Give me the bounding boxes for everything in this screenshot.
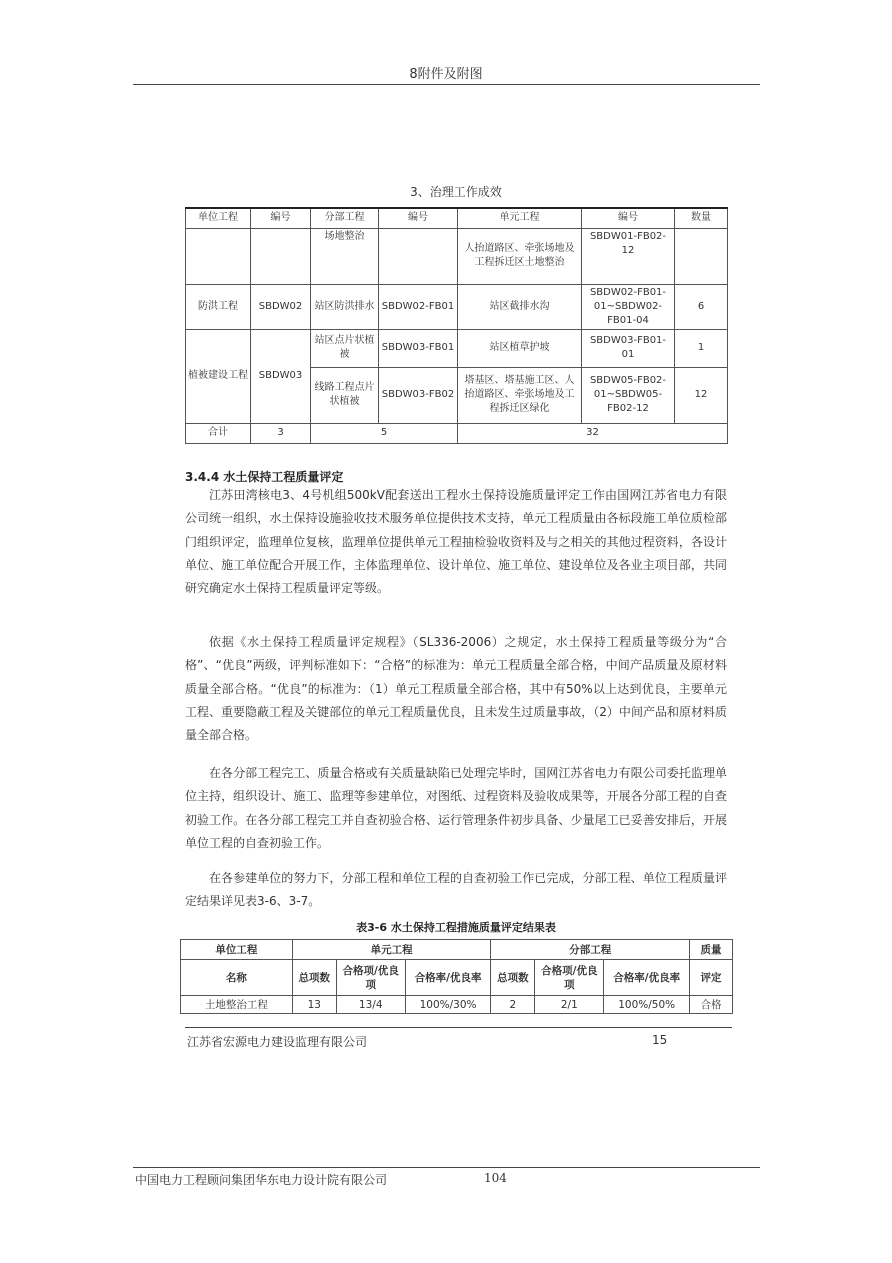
header-cell: 合格率/优良率 xyxy=(405,960,491,996)
cell-pass2: 2/1 xyxy=(535,996,604,1014)
cell-num: 6 xyxy=(675,284,728,329)
table-row xyxy=(186,228,728,284)
section-title: 3.4.4 水土保持工程质量评定 xyxy=(185,470,344,484)
table-total-row xyxy=(186,423,728,443)
cell-fbcode: SBDW03-FB01 xyxy=(379,329,458,367)
cell-dwcode: SBDW03 xyxy=(251,329,311,423)
cell-rate2: 100%/50% xyxy=(604,996,690,1014)
cell-fb: 站区点片状植被 xyxy=(311,329,379,367)
table-header-row xyxy=(186,208,728,228)
header-cell: 合格项/优良项 xyxy=(535,960,604,996)
cell-unit: 塔基区、塔基施工区、人抬道路区、牵张场地及工程拆迁区绿化 xyxy=(458,367,582,423)
header-cell: 单元工程 xyxy=(292,940,491,960)
header-cell: 编号 xyxy=(379,208,458,228)
total-dw: 3 xyxy=(251,423,311,443)
header-cell: 编号 xyxy=(251,208,311,228)
footer-company: 中国电力工程顾问集团华东电力设计院有限公司 xyxy=(135,1173,388,1187)
header-cell: 合格率/优良率 xyxy=(604,960,690,996)
paragraph: 在各分部工程完工、质量合格或有关质量缺陷已处理完毕时，国网江苏省电力有限公司委托监理单位主持，组织设计、施工、监理等参建单位，对图纸、过程资料及验收成果等，开展各分部工程的自查初验工作。在各分部工程完工并自查初验合格、运行管理条件初步具备、少量尾工已妥善安排后，开展单位工程的自查初验工作。 xyxy=(185,766,727,850)
cell-code: SBDW01-FB02-12 xyxy=(582,228,675,284)
cell-fb: 场地整治 xyxy=(311,228,379,284)
inner-footer-company: 江苏省宏源电力建设监理有限公司 xyxy=(187,1035,368,1049)
header-cell: 单元工程 xyxy=(458,208,582,228)
cell-unit: 站区植草护坡 xyxy=(458,329,582,367)
governance-results-table xyxy=(185,207,728,444)
total-fb: 5 xyxy=(311,423,458,443)
cell-unit: 站区截排水沟 xyxy=(458,284,582,329)
cell-fbcode: SBDW02-FB01 xyxy=(379,284,458,329)
table-row xyxy=(181,996,733,1014)
header-cell: 总项数 xyxy=(292,960,336,996)
paragraph: 在各参建单位的努力下，分部工程和单位工程的自查初验工作已完成，分部工程、单位工程质量评定结果详见表3-6、3-7。 xyxy=(185,871,727,909)
header-cell: 分部工程 xyxy=(311,208,379,228)
header-cell: 名称 xyxy=(181,960,293,996)
header-cell: 单位工程 xyxy=(181,940,293,960)
cell-total1: 13 xyxy=(292,996,336,1014)
cell-dw: 植被建设工程 xyxy=(186,329,251,423)
table-header-row xyxy=(181,960,733,996)
cell-pass1: 13/4 xyxy=(336,996,405,1014)
cell-eval: 合格 xyxy=(690,996,733,1014)
header-cell: 质量 xyxy=(690,940,733,960)
header-cell: 编号 xyxy=(582,208,675,228)
total-unit: 32 xyxy=(458,423,728,443)
header-cell: 单位工程 xyxy=(186,208,251,228)
table2-caption: 表3-6 水土保持工程措施质量评定结果表 xyxy=(356,921,556,934)
table-row xyxy=(186,284,728,329)
header-cell: 评定 xyxy=(690,960,733,996)
paragraph: 依据《水土保持工程质量评定规程》（SL336-2006）之规定，水土保持工程质量等级分为“合格”、“优良”两级，评判标准如下：“合格”的标准为：单元工程质量全部合格，中间产品质量及原材料质量全部合格。“优良”的标准为：（1）单元工程质量全部合格，其中有50%以上达到优良，主要单元工程、重要隐蔽工程及关键部位的单元工程质量优良，且未发生过质量事故，（2）中间产品和原材料质量全部合格。 xyxy=(185,635,727,743)
header-cell: 分部工程 xyxy=(491,940,690,960)
cell-num: 1 xyxy=(675,329,728,367)
page-header-title: 8附件及附图 xyxy=(409,67,483,82)
cell-num: 12 xyxy=(675,367,728,423)
inner-footer-rule xyxy=(185,1027,732,1028)
quality-assessment-table xyxy=(180,939,733,1014)
total-label: 合计 xyxy=(186,423,251,443)
table-header-row xyxy=(181,940,733,960)
cell-rate1: 100%/30% xyxy=(405,996,491,1014)
header-cell: 总项数 xyxy=(491,960,535,996)
cell-name: 土地整治工程 xyxy=(181,996,293,1014)
cell-dw: 防洪工程 xyxy=(186,284,251,329)
cell-code: SBDW02-FB01-01~SBDW02-FB01-04 xyxy=(582,284,675,329)
cell-code: SBDW03-FB01-01 xyxy=(582,329,675,367)
table1-caption: 3、治理工作成效 xyxy=(410,185,502,199)
cell-fbcode: SBDW03-FB02 xyxy=(379,367,458,423)
cell-total2: 2 xyxy=(491,996,535,1014)
cell-code: SBDW05-FB02-01~SBDW05-FB02-12 xyxy=(582,367,675,423)
cell-dwcode: SBDW02 xyxy=(251,284,311,329)
paragraph: 江苏田湾核电3、4号机组500kV配套送出工程水土保持设施质量评定工作由国网江苏省电力有限公司统一组织，水土保持设施验收技术服务单位提供技术支持，单元工程质量由各标段施工单位质检部门组织评定，监理单位复核，监理单位提供单元工程抽检验收资料及与之相关的其他过程资料，各设计单位、施工单位配合开展工作，主体监理单位、设计单位、施工单位、建设单位及各业主项目部，共同研究确定水土保持工程质量评定等级。 xyxy=(185,488,727,596)
inner-page-number: 15 xyxy=(652,1033,668,1047)
header-cell: 数量 xyxy=(675,208,728,228)
cell-fb: 站区防洪排水 xyxy=(311,284,379,329)
cell-fb: 线路工程点片状植被 xyxy=(311,367,379,423)
page-number: 104 xyxy=(484,1171,507,1185)
header-rule xyxy=(133,84,760,85)
footer-rule xyxy=(133,1167,760,1168)
table-row xyxy=(186,329,728,367)
header-cell: 合格项/优良项 xyxy=(336,960,405,996)
cell-unit: 人抬道路区、牵张场地及工程拆迁区土地整治 xyxy=(458,228,582,284)
